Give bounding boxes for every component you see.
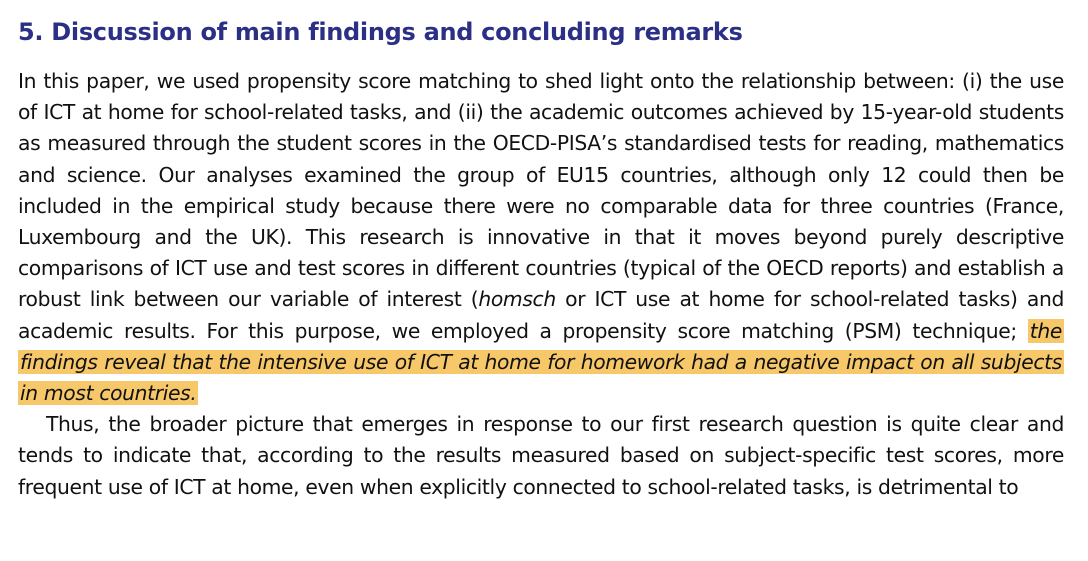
- document-page: [18, 14, 1064, 503]
- highlighted-finding[interactable]: the findings reveal that the intensive use of ICT at home for homework had a negative impact on all subjects in most countries.: [20, 318, 1062, 406]
- paragraph-1-text-a: In this paper, we used propensity score matching to shed light onto the relationship between: (i) the use of ICT at home for school-related tasks, and (ii) the academic outcomes achieved by 15-year-old students as measured through the student scores in the OECD-PISA’s standardised tests for reading, mathematics and science. Our analyses examined the group of EU15 countries, although only 12 could then be included in the empirical study because there were no comparable data for three countries (France, Luxembourg and the UK). This research is innovative in that it moves beyond purely descriptive comparisons of ICT use and test scores in different countries (typical of the OECD reports) and establish a robust link between our variable of interest (: [18, 69, 1064, 312]
- paragraph-1: [18, 66, 1064, 409]
- paragraph-1-text-b: or ICT use at home for school-related tasks) and academic results. For this purpose, we employed a propensity score matching (PSM) technique;: [18, 287, 1064, 343]
- italic-term-homsch: homsch: [478, 287, 556, 312]
- section-heading: 5. Discussion of main findings and concluding remarks: [18, 18, 743, 46]
- paragraph-2: Thus, the broader picture that emerges in response to our first research question is quite clear and tends to indicate that, according to the results measured based on subject-specific test scores, more frequent use of ICT at home, even when explicitly connected to school-related tasks, is detrimental to: [18, 412, 1064, 499]
